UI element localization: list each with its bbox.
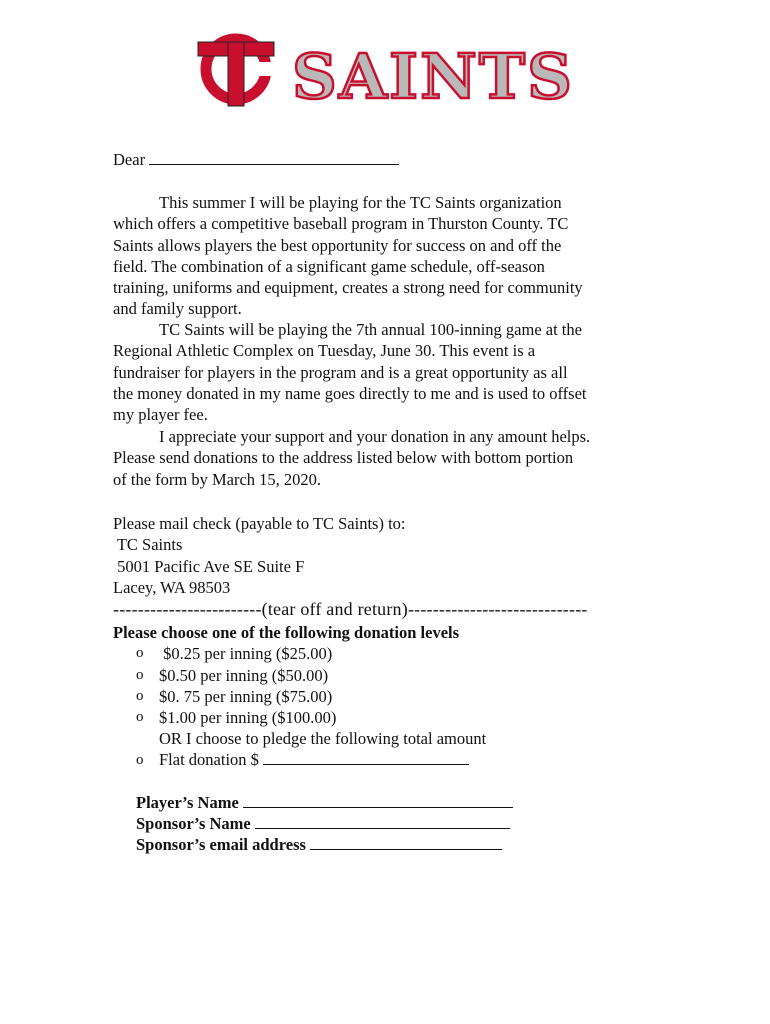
tear-off-line: ------------------------(tear off and return)----------------------------- [113, 599, 588, 619]
sponsor-name-blank[interactable] [255, 814, 510, 829]
player-name-field [136, 792, 513, 813]
p1-line: This summer I will be playing for the TC Saints organization [159, 193, 562, 212]
option-bullet[interactable]: o [136, 667, 144, 683]
p1-line: and family support. [113, 299, 242, 319]
donation-heading: Please choose one of the following donation levels [113, 623, 460, 642]
p1-line: training, uniforms and equipment, creates a strong need for community [113, 278, 583, 298]
address-line-2: 5001 Pacific Ave SE Suite F [113, 556, 305, 576]
paragraph-3 [113, 426, 673, 490]
p2-line: TC Saints will be playing the 7th annual 100-inning game at the [159, 320, 582, 339]
sponsor-email-blank[interactable] [310, 835, 502, 850]
sponsor-email-label: Sponsor’s email address [136, 835, 306, 854]
paragraph-1 [113, 192, 673, 320]
p3-line: of the form by March 15, 2020. [113, 469, 322, 489]
p1-line: field. The combination of a significant game schedule, off-season [113, 256, 545, 276]
salutation-label: Dear [113, 150, 146, 169]
tc-monogram [198, 39, 274, 106]
logo-wordmark: SAINTS [292, 40, 574, 110]
flat-donation-label: Flat donation $ [159, 750, 259, 769]
option-bullet[interactable]: o [136, 752, 144, 768]
paragraph-2 [113, 319, 673, 425]
player-name-label: Player’s Name [136, 793, 239, 812]
flat-donation [159, 749, 469, 770]
p2-line: Regional Athletic Complex on Tuesday, June 30. This event is a [113, 341, 536, 361]
flat-donation-blank[interactable] [263, 750, 469, 765]
donation-option-25: $0.25 per inning ($25.00) [159, 644, 333, 663]
sponsor-name-label: Sponsor’s Name [136, 814, 251, 833]
donation-option-75: $0. 75 per inning ($75.00) [159, 687, 333, 706]
p1-line: Saints allows players the best opportunity for success on and off the [113, 235, 562, 255]
mail-intro: Please mail check (payable to TC Saints) to: [113, 514, 406, 533]
donation-option-50: $0.50 per inning ($50.00) [159, 666, 329, 685]
p3-line: Please send donations to the address listed below with bottom portion [113, 448, 574, 468]
address-line-1: TC Saints [113, 535, 183, 555]
mailing-address [113, 513, 673, 598]
option-bullet[interactable]: o [136, 709, 144, 725]
recipient-blank[interactable] [149, 150, 399, 165]
salutation [113, 149, 399, 170]
p1-line: which offers a competitive baseball program in Thurston County. TC [113, 214, 569, 234]
p2-line: my player fee. [113, 405, 208, 425]
p3-line: I appreciate your support and your donation in any amount helps. [159, 427, 591, 446]
option-bullet[interactable]: o [136, 688, 144, 704]
sponsor-name-field [136, 813, 510, 834]
tc-saints-logo [190, 28, 580, 110]
donation-option-100: $1.00 per inning ($100.00) [159, 708, 337, 727]
p2-line: fundraiser for players in the program and is a great opportunity as all [113, 362, 568, 382]
option-bullet[interactable]: o [136, 645, 144, 661]
sponsor-email-field [136, 834, 502, 855]
player-name-blank[interactable] [243, 793, 513, 808]
pledge-note: OR I choose to pledge the following total amount [159, 729, 487, 748]
address-line-3: Lacey, WA 98503 [113, 577, 231, 597]
p2-line: the money donated in my name goes directly to me and is used to offset [113, 383, 587, 403]
